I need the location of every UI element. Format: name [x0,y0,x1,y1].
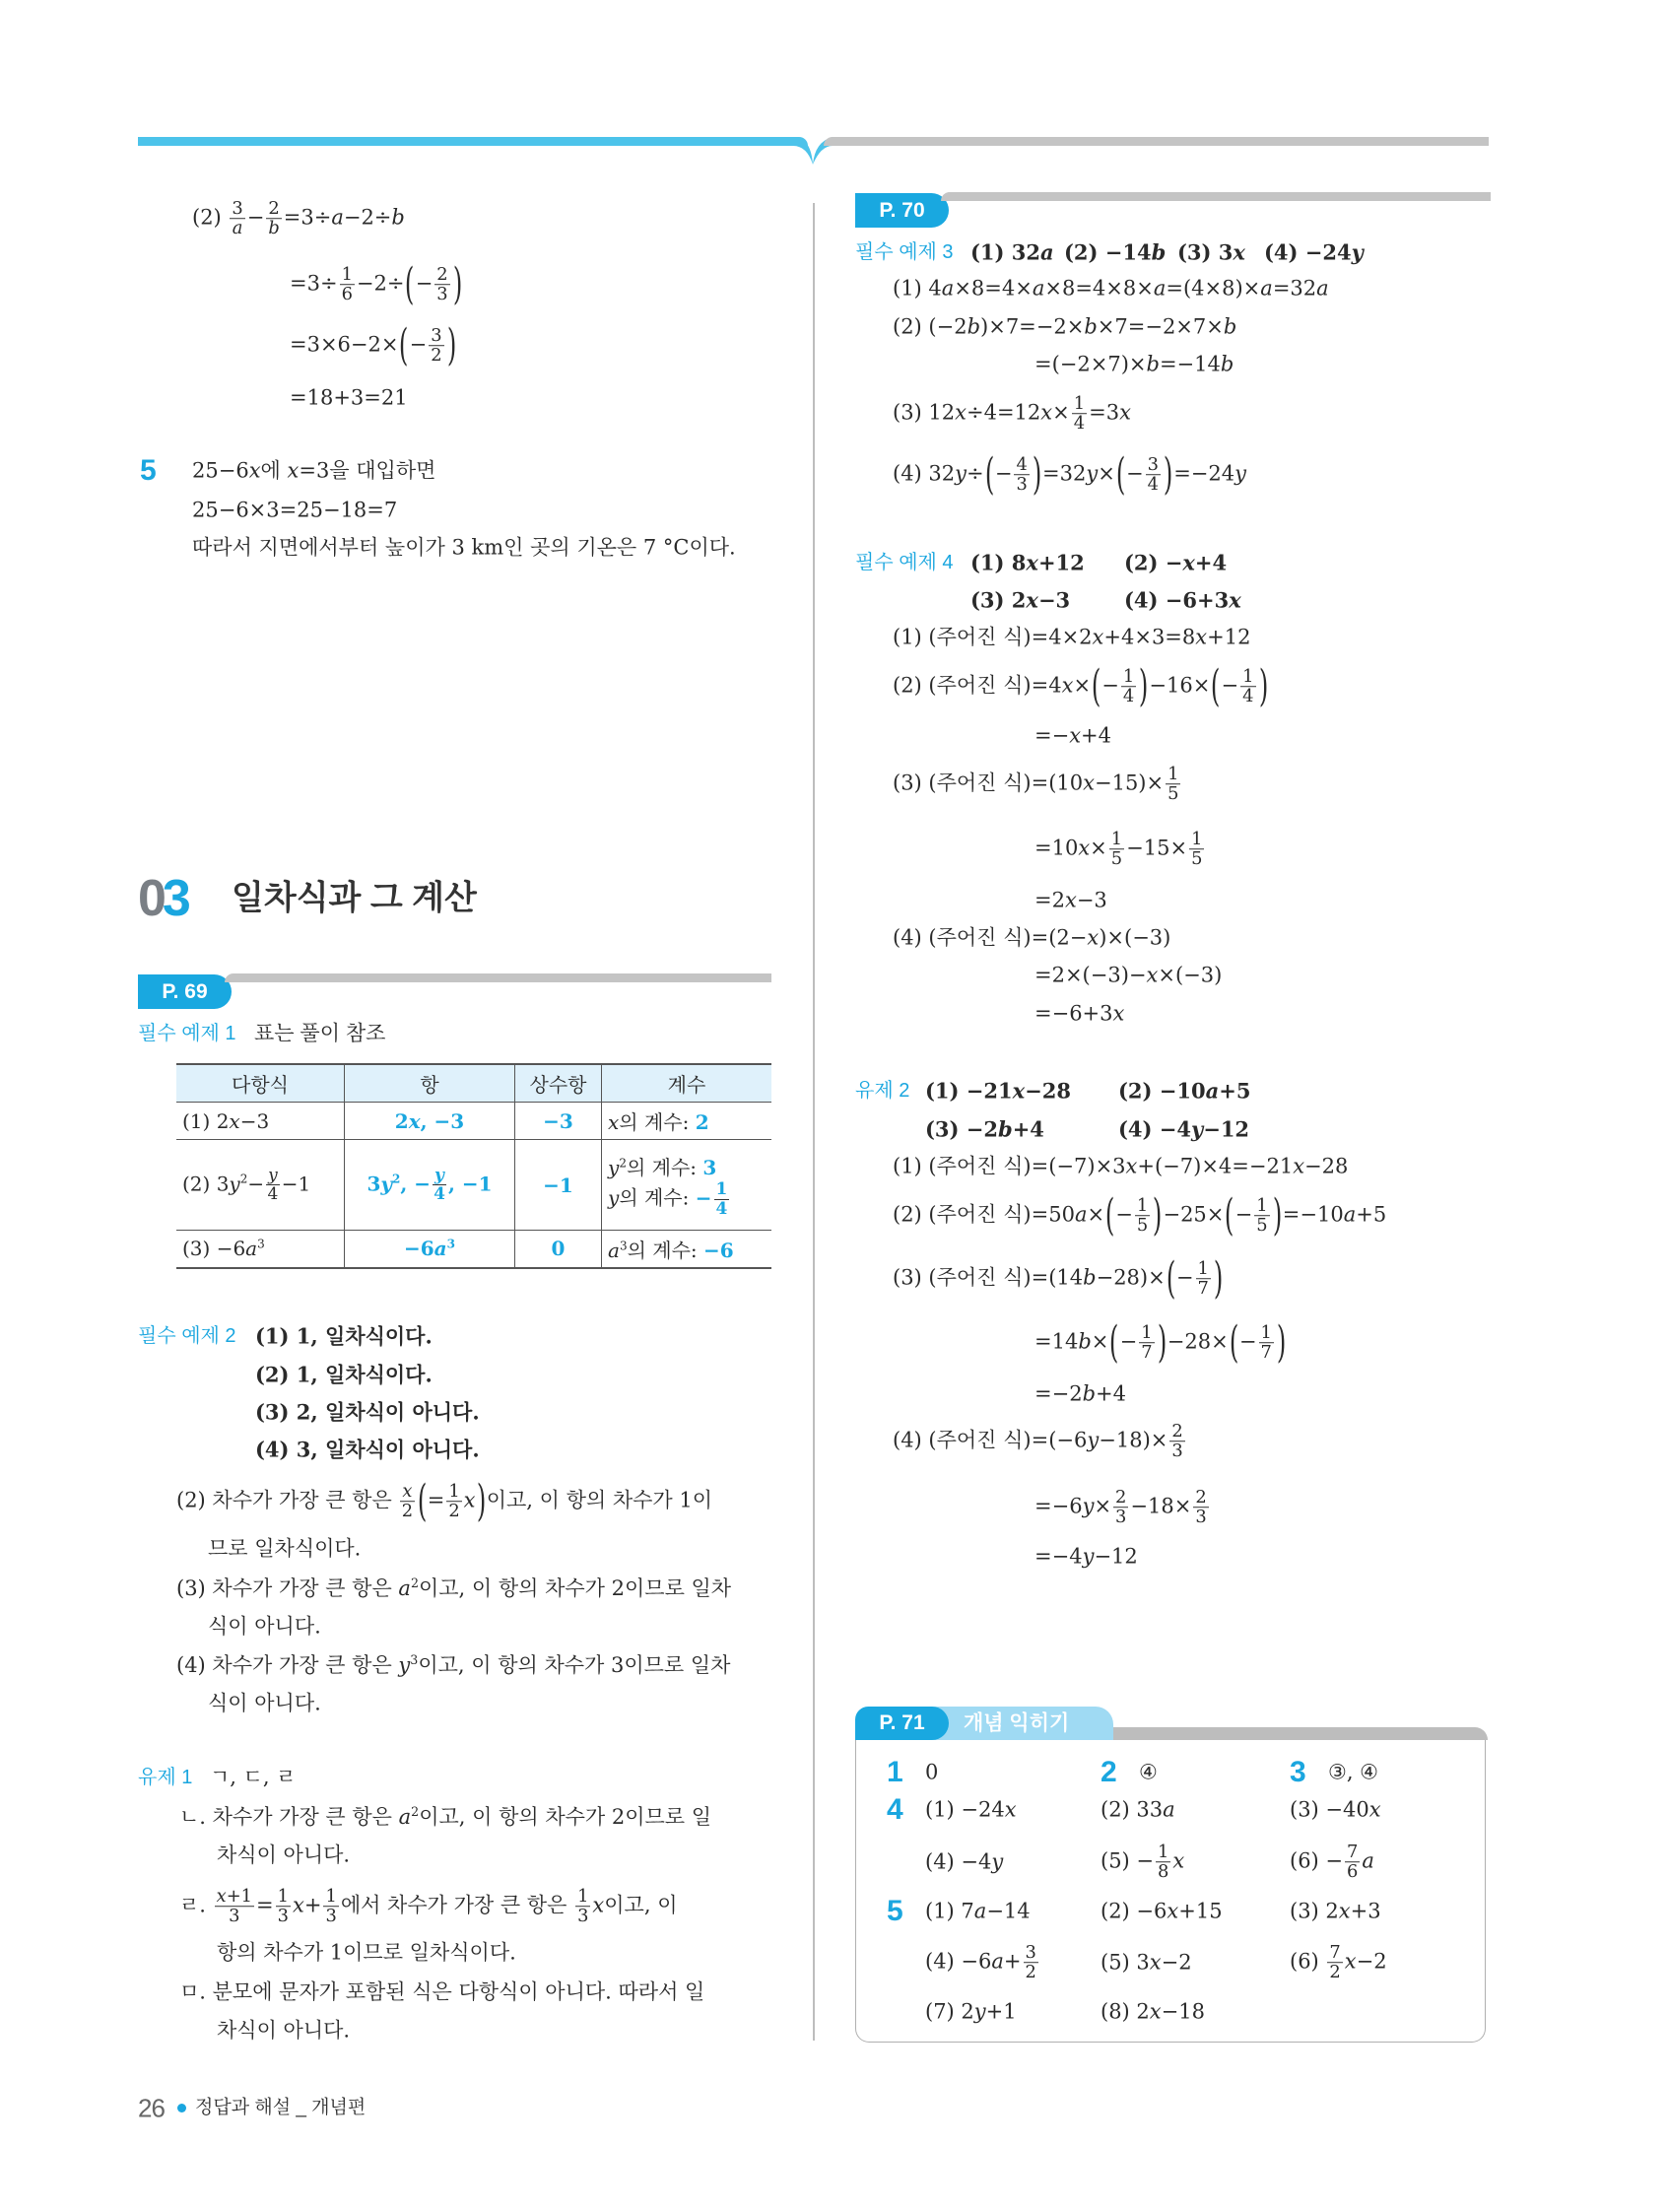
table-header: 항 [345,1064,515,1103]
p71-box [855,1736,1486,2043]
p71-q1-answer: 0 [925,1760,939,1784]
yuje2-explain: =14b×(− $\frac{1}{7}$ )−28×(− $\frac{1}{7}$ ) [1034,1316,1287,1368]
p71-q4-item: (4) −4y [925,1849,1004,1874]
ex4-answer: (4) −6+3x [1124,587,1241,613]
p71-q5-item: (4) −6a+ $\frac{3}{2}$ [925,1942,1036,1983]
ex4-explain: =−x+4 [1034,723,1112,748]
ex4-label: 필수 예제 4 [855,552,954,573]
table-cell-coef [602,1140,772,1231]
ex3-explain: (2) (−2b)×7=−2×b×7=−2×7×b [893,314,1237,339]
coef-label: x의 계수: [608,1110,696,1134]
coef-value: − $\frac{1}{4}$ [695,1179,728,1219]
ex3-explain: (3) 12x÷4=12x× $\frac{1}{4}$ =3x [893,393,1131,435]
yuje1-explain: ㄹ. $\frac{x+1}{3}$ = $\frac{1}{3}$ x+ $\frac{1}{3}$ 에서 차수가 가장 큰 항은 $\frac{1}{3}$ x이고, 이 [179,1886,678,1927]
column-divider [813,203,815,2041]
table-row [176,1140,771,1231]
p71-q5-item: (8) 2x−18 [1101,1999,1205,2024]
yuje2-explain: (1) (주어진 식)=(−7)×3x+(−7)×4=−21x−28 [893,1154,1349,1178]
yuje1-explain: ㄴ. 차수가 가장 큰 항은 $a^2$이고, 이 항의 차수가 2이므로 일 [179,1803,712,1829]
yuje1-explain: 차식이 아니다. [217,2018,351,2043]
ex2-answer: (3) 2, 일차식이 아니다. [255,1399,480,1425]
ex3-explain: (4) 32y÷(− $\frac{4}{3}$ )=32y×(− $\frac{3}{4}$ )=−24y [893,448,1246,500]
yuje1-explain: ㅁ. 분모에 문자가 포함된 식은 다항식이 아니다. 따라서 일 [179,1979,705,2004]
q4-2-line: =3×6−2×(− $\frac{3}{2}$ ) [290,319,456,370]
ex2-explain: 식이 아니다. [208,1614,321,1639]
question-number-5: 5 [140,454,157,487]
table-cell-coef [602,1231,772,1268]
p71-q1-num: 1 [887,1756,903,1788]
yuje2-answer: (3) −2b+4 [925,1116,1044,1142]
ex4-explain: =−6+3x [1034,1001,1125,1026]
yuje1-explain: 항의 차수가 1이므로 일차식이다. [217,1940,516,1965]
ex4-answer: (2) −x+4 [1124,550,1228,575]
table-cell-coef [602,1103,772,1140]
ex2-answer: (2) 1, 일차식이다. [255,1362,433,1387]
section-number-0: 0 [138,869,163,927]
yuje1-label: 유제 1 [138,1767,193,1788]
section-title: 일차식과 그 계산 [232,879,477,917]
yuje2-answer: (1) −21x−28 [925,1078,1071,1104]
table-row [176,1231,771,1268]
p71-q3-answer: ③, ④ [1328,1760,1379,1784]
table-cell-const: 0 [515,1231,602,1268]
p71-q5-item: (1) 7a−14 [925,1899,1031,1923]
yuje2-label: 유제 2 [855,1080,910,1102]
table-header: 다항식 [176,1064,345,1103]
coef-value: 3 [702,1156,717,1180]
ex2-answer: (1) 1, 일차식이다. [255,1323,433,1349]
ex3-answer: (1) 32a [970,239,1054,265]
top-rule-blue [138,137,808,146]
p71-q5-item: (5) 3x−2 [1101,1950,1192,1975]
polynomial-table [176,1063,771,1269]
table-header: 계수 [602,1064,772,1103]
p71-q5-item: (3) 2x+3 [1290,1899,1381,1923]
table-cell-const: −1 [515,1140,602,1231]
coef-label: $y^2$의 계수: [608,1156,703,1180]
ex2-answer: (4) 3, 일차식이 아니다. [255,1437,480,1462]
yuje2-explain: =−6y× $\frac{2}{3}$ −18× $\frac{2}{3}$ [1034,1487,1207,1528]
q5-line: 25−6x에 x=3을 대입하면 [192,458,436,483]
p71-q5-item: (2) −6x+15 [1101,1899,1223,1923]
ex4-answer: (1) 8x+12 [970,550,1085,575]
ex1-label: 필수 예제 1 [138,1023,236,1044]
q4-2-line: (2) $\frac{3}{a}$ − $\frac{2}{b}$ =3÷a−2÷b [192,198,405,239]
p69-rule [225,973,771,982]
ex4-explain: (3) (주어진 식)=(10x−15)× $\frac{1}{5}$ [893,764,1179,805]
table-header: 상수항 [515,1064,602,1103]
ex4-answer: (3) 2x−3 [970,587,1071,613]
page-tab-70: P. 70 [855,193,949,228]
table-cell-poly: $(3) -6a^3$ [176,1231,345,1268]
q5-line: 25−6×3=25−18=7 [192,498,398,522]
p71-q2-answer: ④ [1139,1760,1158,1784]
p71-q5-num: 5 [887,1895,903,1927]
q4-2-line: =3÷ $\frac{1}{6}$ −2÷(− $\frac{2}{3}$ ) [290,258,462,309]
p71-title: 개념 익히기 [964,1711,1070,1735]
q5-line: 따라서 지면에서부터 높이가 3 km인 곳의 기온은 7 °C이다. [192,535,736,560]
top-rule-grey [824,137,1489,146]
p71-q2-num: 2 [1101,1756,1117,1788]
p71-q4-item: (5) − $\frac{1}{8}$ x [1101,1842,1185,1883]
ex2-explain: 식이 아니다. [208,1691,321,1715]
ex3-explain: =(−2×7)×b=−14b [1034,352,1234,376]
ex4-explain: =2x−3 [1034,888,1107,912]
section-number [138,868,187,929]
yuje2-explain: =−2b+4 [1034,1381,1126,1406]
ex4-explain: (2) (주어진 식)=4x×(− $\frac{1}{4}$ )−16×(− $\frac{1}{4}$ ) [893,660,1268,711]
table-cell-poly: (1) 2x−3 [176,1103,345,1140]
ex3-explain: (1) 4a×8=4×a×8=4×8×a=(4×8)×a=32a [893,276,1329,301]
yuje2-answer: (4) −4y−12 [1118,1116,1250,1142]
ex3-answer: (3) 3x [1177,239,1245,265]
coef-value: 2 [695,1110,709,1134]
p71-q4-num: 4 [887,1793,903,1826]
table-cell-terms: $3y^2$, − $\frac{y}{4}$ , −1 [345,1140,515,1231]
page-tab-69: P. 69 [138,974,232,1009]
ex4-explain: =2×(−3)−x×(−3) [1034,963,1223,987]
yuje2-explain: (3) (주어진 식)=(14b−28)×(− $\frac{1}{7}$ ) [893,1252,1224,1304]
q4-2-line: =18+3=21 [290,385,408,410]
ex2-explain: (2) 차수가 가장 큰 항은 $\frac{x}{2}$ (= $\frac{1}{2}$ x)이고, 이 항의 차수가 1이 [176,1475,713,1526]
table-row [176,1103,771,1140]
ex2-explain: (3) 차수가 가장 큰 항은 $a^2$이고, 이 항의 차수가 2이므로 일차 [176,1575,732,1600]
coef-label: $a^3$의 계수: [608,1238,703,1262]
coef-label: y의 계수: [608,1185,696,1210]
p70-rule [941,192,1491,201]
table-cell-const: −3 [515,1103,602,1140]
p71-q4-item: (3) −40x [1290,1797,1381,1822]
footer-dot-icon [177,2104,186,2112]
table-header-row [176,1064,771,1103]
ex2-label: 필수 예제 2 [138,1325,236,1347]
p71-q4-item: (2) 33a [1101,1797,1175,1822]
ex4-explain: (1) (주어진 식)=4×2x+4×3=8x+12 [893,625,1251,649]
footer-text: 정답과 해설 _ 개념편 [195,2097,367,2118]
p71-q5-item: (7) 2y+1 [925,1999,1017,2024]
coef-value: −6 [703,1238,734,1262]
ex4-explain: =10x× $\frac{1}{5}$ −15× $\frac{1}{5}$ [1034,829,1203,870]
ex3-answer: (2) −14b [1064,239,1167,265]
ex2-explain: 므로 일차식이다. [208,1536,362,1561]
p71-q3-num: 3 [1290,1756,1306,1788]
page-number: 26 [138,2093,165,2123]
ex2-explain: (4) 차수가 가장 큰 항은 $y^3$이고, 이 항의 차수가 3이므로 일차 [176,1651,731,1677]
yuje2-answer: (2) −10a+5 [1118,1078,1251,1104]
yuje2-explain: (2) (주어진 식)=50a×(− $\frac{1}{5}$ )−25×(− $\frac{1}{5}$ )=−10a+5 [893,1189,1387,1240]
ex3-answer: (4) −24y [1264,239,1364,265]
p71-rule [1094,1727,1488,1740]
ex4-explain: (4) (주어진 식)=(2−x)×(−3) [893,925,1171,950]
p71-q5-item: (6) $\frac{7}{2}$ x−2 [1290,1942,1387,1983]
yuje2-explain: =−4y−12 [1034,1544,1138,1569]
page-tab-71: P. 71 [855,1707,949,1740]
table-cell-terms: 2x, −3 [345,1103,515,1140]
p71-q4-item: (6) − $\frac{7}{6}$ a [1290,1842,1374,1883]
ex1-answer: 표는 풀이 참조 [254,1022,386,1045]
table-cell-terms: $-6a^3$ [345,1231,515,1268]
section-number-3: 3 [162,869,187,927]
yuje1-explain: 차식이 아니다. [217,1843,351,1867]
yuje2-explain: (4) (주어진 식)=(−6y−18)× $\frac{2}{3}$ [893,1421,1183,1462]
p71-q4-item: (1) −24x [925,1797,1017,1822]
ex3-label: 필수 예제 3 [855,241,954,263]
table-cell-poly: (2) $3y^2-$ $\frac{y}{4}$ −1 [176,1140,345,1231]
yuje1-answer: ㄱ, ㄷ, ㄹ [210,1765,297,1789]
